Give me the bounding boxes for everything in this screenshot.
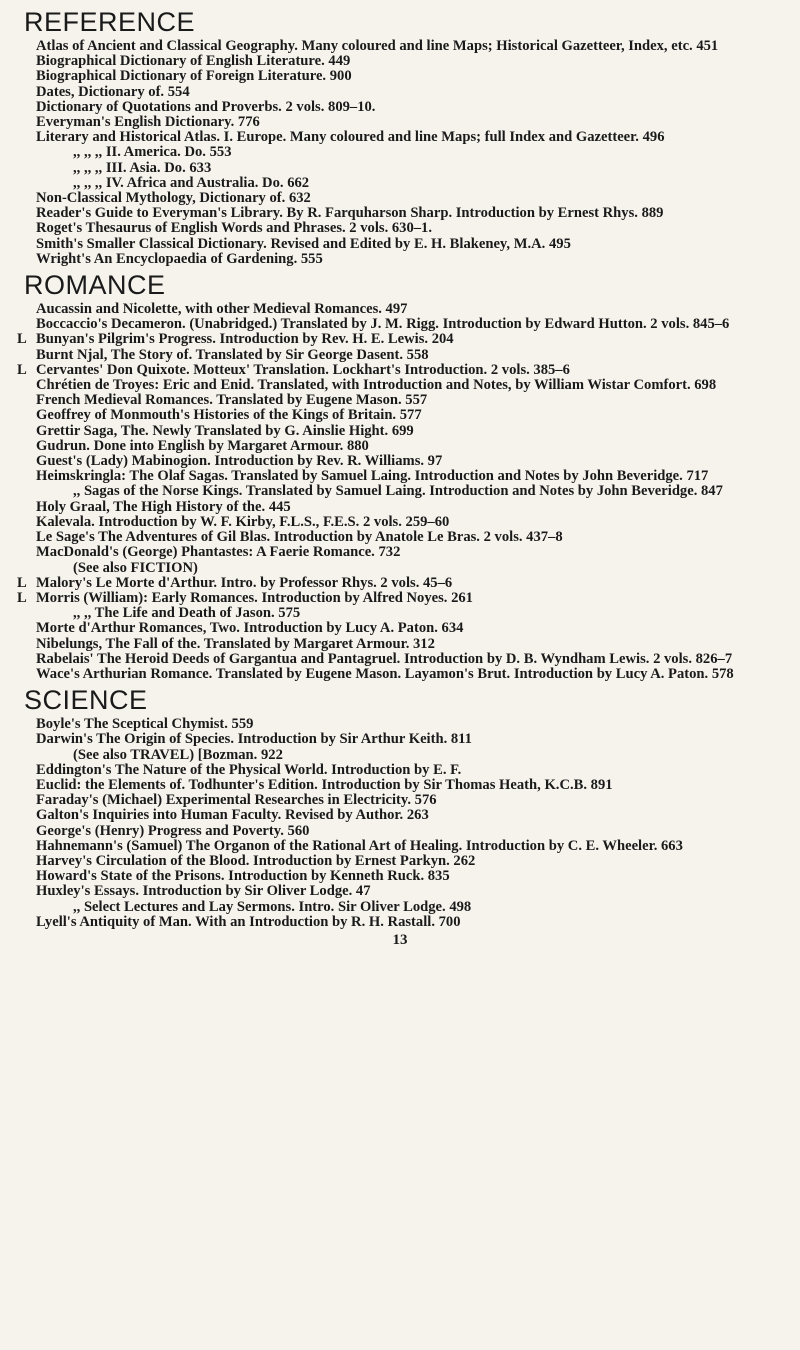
catalogue-entry	[20, 530, 780, 545]
catalogue-entry	[20, 561, 780, 576]
catalogue-entry	[17, 574, 780, 591]
catalogue-entry	[20, 39, 780, 54]
entry-text: Boyle's The Sceptical Chymist. 559	[36, 716, 254, 733]
catalogue-entry	[20, 393, 780, 408]
entry-text: Geoffrey of Monmouth's Histories of the Kings of Britain. 577	[36, 407, 422, 424]
catalogue-entry	[20, 667, 780, 682]
entry-text: Malory's Le Morte d'Arthur. Intro. by Professor Rhys. 2 vols. 45–6	[36, 574, 453, 591]
catalogue-entry	[20, 439, 780, 454]
entry-text: Aucassin and Nicolette, with other Medieval Romances. 497	[36, 301, 408, 318]
catalogue-entry	[20, 145, 780, 160]
catalogue-entry	[20, 176, 780, 191]
catalogue-entry	[20, 637, 780, 652]
catalogue-entry	[20, 717, 780, 732]
sections-container	[17, 6, 780, 930]
catalogue-entry	[20, 206, 780, 221]
entry-text: Eddington's The Nature of the Physical World. Introduction by E. F.	[36, 761, 462, 778]
catalogue-entry	[20, 302, 780, 317]
entry-text: Non-Classical Mythology, Dictionary of. 632	[36, 190, 311, 207]
entry-text: Dictionary of Quotations and Proverbs. 2 vols. 809–10.	[36, 98, 376, 115]
entry-text: Chrétien de Troyes: Eric and Enid. Translated, with Introduction and Notes, by William Wistar Comfort. 698	[36, 377, 717, 394]
entry-text: ,, ,, ,, IV. Africa and Australia. Do. 662	[73, 174, 310, 191]
entry-text: Biographical Dictionary of Foreign Literature. 900	[36, 68, 352, 85]
section-science	[20, 684, 780, 930]
entry-text: Huxley's Essays. Introduction by Sir Oliver Lodge. 47	[36, 883, 371, 900]
page-number: 13	[392, 931, 408, 948]
entry-text: Grettir Saga, The. Newly Translated by G. Ainslie Hight. 699	[36, 422, 414, 439]
catalogue-entry	[20, 793, 780, 808]
entry-text: Bunyan's Pilgrim's Progress. Introduction by Rev. H. E. Lewis. 204	[36, 331, 454, 348]
library-marker: L	[17, 589, 27, 606]
section-heading: SCIENCE	[24, 685, 148, 716]
catalogue-entry	[17, 361, 780, 378]
catalogue-entry	[20, 408, 780, 423]
entry-text: (See also FICTION)	[73, 559, 198, 576]
entry-text: Lyell's Antiquity of Man. With an Introduction by R. H. Rastall. 700	[36, 913, 461, 930]
section-heading: ROMANCE	[24, 270, 166, 301]
library-marker: L	[17, 331, 27, 348]
entry-text: Howard's State of the Prisons. Introduction by Kenneth Ruck. 835	[36, 868, 450, 885]
catalogue-entry	[20, 424, 780, 439]
catalogue-entry	[20, 85, 780, 100]
entry-text: Guest's (Lady) Mabinogion. Introduction by Rev. R. Williams. 97	[36, 453, 443, 470]
catalogue-entry	[20, 378, 780, 393]
catalogue-entry	[20, 317, 780, 332]
catalogue-entry	[20, 915, 780, 930]
catalogue-entry	[20, 515, 780, 530]
catalogue-entry	[20, 221, 780, 236]
entry-text: Faraday's (Michael) Experimental Researches in Electricity. 576	[36, 792, 437, 809]
entry-text: Cervantes' Don Quixote. Motteux' Translation. Lockhart's Introduction. 2 vols. 385–6	[36, 361, 570, 378]
catalogue-entry	[20, 161, 780, 176]
catalogue-entry	[20, 54, 780, 69]
catalogue-entry	[20, 484, 780, 499]
entry-text: Roget's Thesaurus of English Words and Phrases. 2 vols. 630–1.	[36, 220, 432, 237]
entry-text: Reader's Guide to Everyman's Library. By R. Farquharson Sharp. Introduction by Ernest Rhys. 889	[36, 205, 664, 222]
catalogue-entry	[20, 778, 780, 793]
entry-text: Gudrun. Done into English by Margaret Armour. 880	[36, 437, 369, 454]
catalogue-entry	[20, 130, 780, 145]
entry-text: Le Sage's The Adventures of Gil Blas. Introduction by Anatole Le Bras. 2 vols. 437–8	[36, 529, 563, 546]
entry-text: Heimskringla: The Olaf Sagas. Translated by Samuel Laing. Introduction and Notes by John Beveridge. 717	[36, 468, 709, 485]
entry-text: Harvey's Circulation of the Blood. Introduction by Ernest Parkyn. 262	[36, 852, 476, 869]
entry-text: French Medieval Romances. Translated by Eugene Mason. 557	[36, 392, 428, 409]
entry-text: Wright's An Encyclopaedia of Gardening. 555	[36, 250, 323, 267]
entry-text: (See also TRAVEL) [Bozman. 922	[73, 746, 283, 763]
entry-text: Biographical Dictionary of English Literature. 449	[36, 53, 351, 70]
catalogue-entry	[20, 545, 780, 560]
catalogue-entry	[20, 454, 780, 469]
library-marker: L	[17, 574, 27, 591]
catalogue-entry	[17, 589, 780, 606]
catalogue-entry	[20, 606, 780, 621]
entry-text: ,, ,, ,, II. America. Do. 553	[73, 144, 232, 161]
catalogue-entry	[20, 748, 780, 763]
catalogue-entry	[20, 500, 780, 515]
section-heading: REFERENCE	[24, 7, 196, 37]
entry-text: Kalevala. Introduction by W. F. Kirby, F.L.S., F.E.S. 2 vols. 259–60	[36, 513, 450, 530]
catalogue-entry	[20, 237, 780, 252]
catalogue-entry	[20, 854, 780, 869]
entry-text: Wace's Arthurian Romance. Translated by Eugene Mason. Layamon's Brut. Introduction by Lucy A. Paton. 578	[36, 665, 734, 682]
entry-text: Galton's Inquiries into Human Faculty. Revised by Author. 263	[36, 807, 429, 824]
section-romance	[17, 269, 780, 682]
catalogue-entry	[20, 469, 780, 484]
entry-text: Dates, Dictionary of. 554	[36, 83, 190, 100]
catalogue-entry	[20, 652, 780, 667]
catalogue-page	[17, 0, 780, 949]
catalogue-entry	[20, 69, 780, 84]
catalogue-entry	[20, 348, 780, 363]
entry-text: ,, Select Lectures and Lay Sermons. Intro. Sir Oliver Lodge. 498	[73, 898, 472, 915]
catalogue-entry	[20, 869, 780, 884]
catalogue-entry	[20, 621, 780, 636]
catalogue-entry	[20, 839, 780, 854]
catalogue-entry	[17, 331, 780, 348]
entry-text: Atlas of Ancient and Classical Geography. Many coloured and line Maps; Historical Gazetteer, Index, etc. 451	[36, 38, 719, 54]
catalogue-entry	[20, 884, 780, 899]
entry-text: Everyman's English Dictionary. 776	[36, 114, 260, 131]
entry-text: Smith's Smaller Classical Dictionary. Revised and Edited by E. H. Blakeney, M.A. 495	[36, 235, 571, 252]
entry-text: Nibelungs, The Fall of the. Translated by Margaret Armour. 312	[36, 635, 435, 652]
entry-text: ,, Sagas of the Norse Kings. Translated by Samuel Laing. Introduction and Notes by John Beveridge. 847	[73, 483, 723, 500]
catalogue-entry	[20, 100, 780, 115]
catalogue-entry	[20, 252, 780, 267]
section-reference	[20, 6, 780, 267]
entry-text: ,, ,, ,, III. Asia. Do. 633	[73, 159, 212, 176]
catalogue-entry	[20, 808, 780, 823]
entry-text: Euclid: the Elements of. Todhunter's Edition. Introduction by Sir Thomas Heath, K.C.B. 891	[36, 776, 613, 793]
entry-text: Darwin's The Origin of Species. Introduction by Sir Arthur Keith. 811	[36, 731, 472, 748]
entry-text: ,, ,, The Life and Death of Jason. 575	[73, 605, 301, 622]
entry-text: Holy Graal, The High History of the. 445	[36, 498, 291, 515]
entry-text: Burnt Njal, The Story of. Translated by Sir George Dasent. 558	[36, 346, 429, 363]
catalogue-entry	[20, 824, 780, 839]
entry-text: Literary and Historical Atlas. I. Europe. Many coloured and line Maps; full Index and Gazetteer. 496	[36, 129, 665, 146]
catalogue-entry	[20, 763, 780, 778]
catalogue-entry	[20, 732, 780, 747]
catalogue-entry	[20, 900, 780, 915]
library-marker: L	[17, 361, 27, 378]
entry-text: George's (Henry) Progress and Poverty. 560	[36, 822, 310, 839]
entry-text: Boccaccio's Decameron. (Unabridged.) Translated by J. M. Rigg. Introduction by Edward Hutton. 2 vols. 845–6	[36, 316, 730, 333]
catalogue-entry	[20, 115, 780, 130]
entry-text: Morte d'Arthur Romances, Two. Introduction by Lucy A. Paton. 634	[36, 620, 464, 637]
entry-text: Morris (William): Early Romances. Introduction by Alfred Noyes. 261	[36, 589, 473, 606]
entry-text: Hahnemann's (Samuel) The Organon of the Rational Art of Healing. Introduction by C. E. Wheeler. 663	[36, 837, 683, 854]
entry-text: MacDonald's (George) Phantastes: A Faerie Romance. 732	[36, 544, 401, 561]
entry-text: Rabelais' The Heroid Deeds of Gargantua and Pantagruel. Introduction by D. B. Wyndham Lewis. 2 vols. 826–7	[36, 650, 733, 667]
catalogue-entry	[20, 191, 780, 206]
